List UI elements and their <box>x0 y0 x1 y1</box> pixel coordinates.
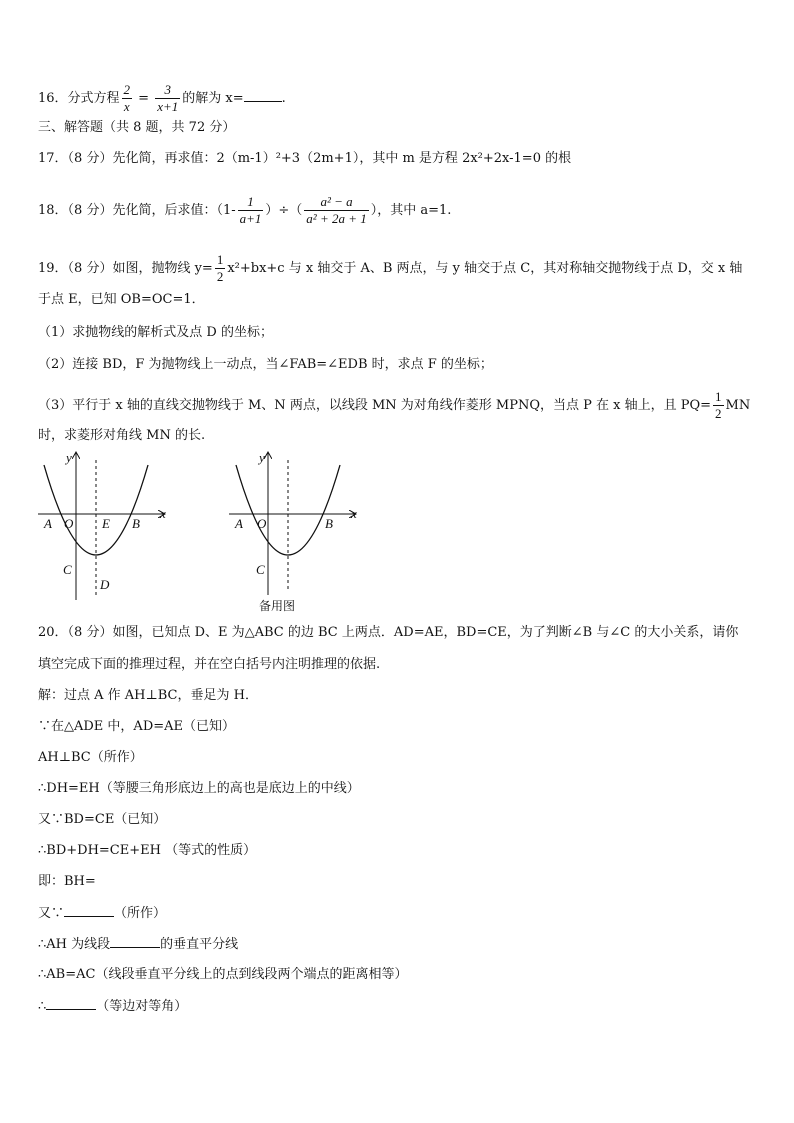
solution-step-5: 又∵BD=CE（已知） <box>38 812 167 827</box>
label-O: O <box>257 516 267 531</box>
solution-step-4: ∴DH=EH（等腰三角形底边上的高也是底边上的中线） <box>38 781 360 796</box>
solution-step-10: ∴AB=AC（线段垂直平分线上的点到线段两个端点的距离相等） <box>38 967 408 982</box>
solution-step-2: ∵在△ADE 中，AD=AE（已知） <box>38 719 236 734</box>
solution-step-9: ∴AH 为线段 的垂直平分线 <box>38 937 239 952</box>
q19-pq-fraction: $\frac{1}{2}$ <box>715 389 722 421</box>
q18-fraction-2: $\frac{\text{a² − a}}{\text{a² + 2a + 1}}$ <box>306 194 367 226</box>
figure-2-caption: 备用图 <box>259 599 296 613</box>
solution-step-1: 解：过点 A 作 AH⊥BC，垂足为 H． <box>38 688 258 703</box>
question-19-line-1: 19．（8 分）如图，抛物线 y= $\frac{1}{2}$ x²+bx+c 与 x 轴交于 A、B 两点，与 y 轴交于点 C，其对称轴交抛物线于点 D，交 x 轴 <box>38 252 743 284</box>
parabola-figure-2 <box>227 450 367 598</box>
step-9-blank <box>110 935 160 948</box>
q18-fraction-1: $\frac{1}{a+1}$ <box>239 194 262 226</box>
question-19-part-1: （1）求抛物线的解析式及点 D 的坐标； <box>38 325 273 340</box>
question-17: 17．（8 分）先化简，再求值：2（m-1）²+3（2m+1），其中 m 是方程 2x²+2x-1=0 的根 <box>38 151 572 166</box>
question-20-line-1: 20．（8 分）如图，已知点 D、E 为△ABC 的边 BC 上两点．AD=AE，BD=CE，为了判断∠B 与∠C 的大小关系，请你 <box>38 625 739 640</box>
label-y: y <box>259 450 265 465</box>
question-19-part-3-line-2: 时，求菱形对角线 MN 的长. <box>38 428 206 443</box>
q19-half-fraction: $\frac{1}{2}$ <box>216 252 224 284</box>
q16-answer-blank <box>244 89 282 102</box>
solution-step-8: 又∵ （所作） <box>38 906 167 921</box>
question-19-part-3: （3）平行于 x 轴的直线交抛物线于 M、N 两点，以线段 MN 为对角线作菱形 MPNQ，当点 P 在 x 轴上，且 PQ= $\frac{1}{2}$ MN <box>38 389 751 421</box>
solution-step-7: 即：BH= <box>38 874 96 889</box>
step-11-blank <box>46 997 96 1010</box>
solution-step-11: ∴ （等边对等角） <box>38 999 188 1014</box>
step-8-blank <box>64 904 114 917</box>
label-A: A <box>44 516 52 531</box>
label-C: C <box>256 562 265 577</box>
question-20-line-2: 填空完成下面的推理过程，并在空白括号内注明推理的依据. <box>38 657 381 672</box>
label-y: y <box>66 450 72 465</box>
question-16: 16．分式方程 $\frac{2}{x}$ = $\frac{3}{x+1}$ 的解为 x= . <box>38 82 286 114</box>
question-19-line-2: 于点 E，已知 OB=OC=1． <box>38 292 205 307</box>
solution-step-3: AH⊥BC（所作） <box>38 750 143 765</box>
section-3-heading: 三、解答题（共 8 题，共 72 分） <box>38 120 236 135</box>
solution-step-6: ∴BD+DH=CE+EH （等式的性质） <box>38 843 257 858</box>
parabola-figure-1 <box>36 450 176 600</box>
label-D: D <box>100 577 110 592</box>
q16-prefix: 16．分式方程 <box>38 91 120 106</box>
label-B: B <box>132 516 140 531</box>
label-O: O <box>64 516 74 531</box>
q16-fraction-1: $\frac{2}{x}$ <box>123 82 131 114</box>
label-x: x <box>160 506 166 521</box>
label-B: B <box>325 516 333 531</box>
label-C: C <box>63 562 72 577</box>
label-x: x <box>351 506 357 521</box>
label-E: E <box>102 516 110 531</box>
q16-fraction-2: $\frac{3}{x+1}$ <box>157 82 179 114</box>
label-A: A <box>235 516 243 531</box>
question-19-part-2: （2）连接 BD，F 为抛物线上一动点，当∠FAB=∠EDB 时，求点 F 的坐标； <box>38 357 493 372</box>
question-18: 18．（8 分）先化简，后求值：（1- $\frac{1}{a+1}$ ）÷（ $\frac{\text{a² − a}}{\text{a² + 2a + 1}}$ ），其中 a=1. <box>38 194 452 226</box>
